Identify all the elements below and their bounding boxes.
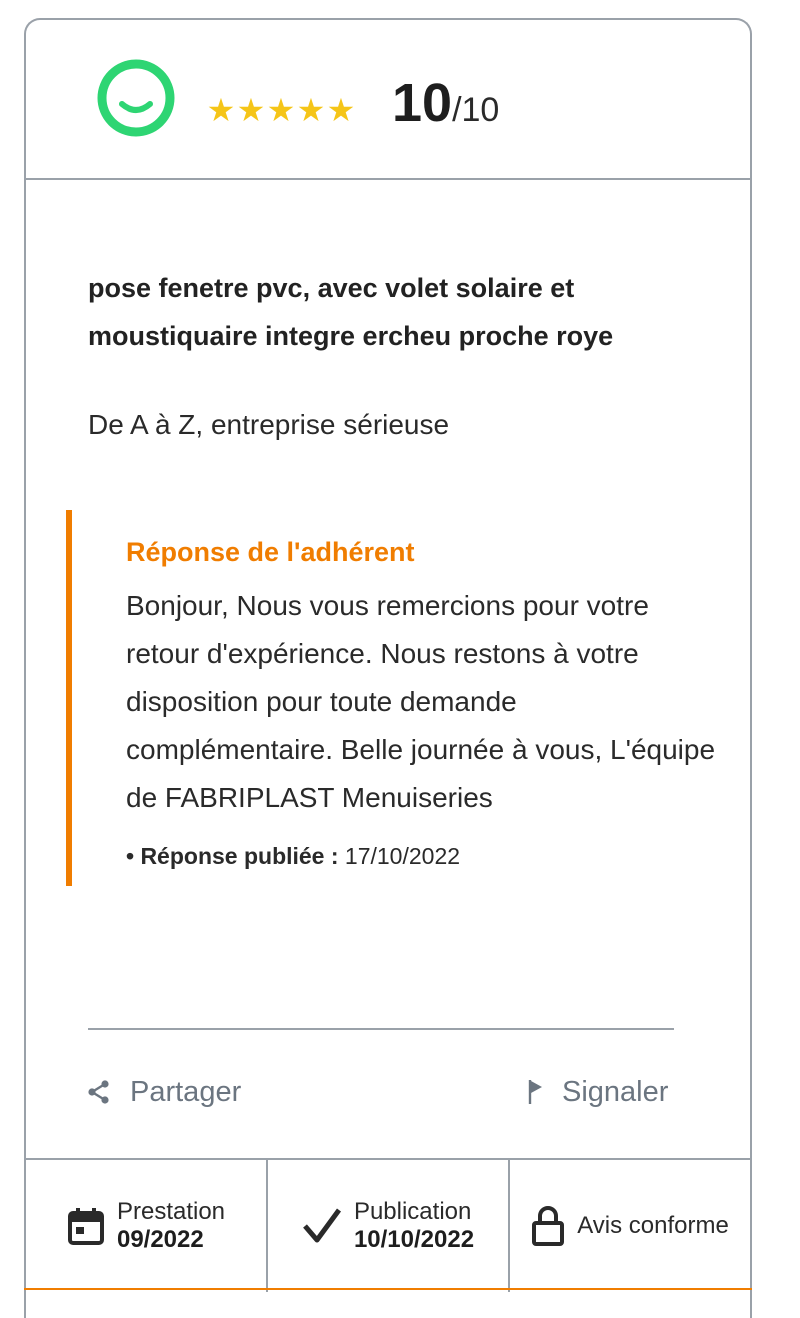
response-title: Réponse de l'adhérent xyxy=(126,537,415,567)
prestation-value: 09/2022 xyxy=(116,1226,204,1253)
publication-cell xyxy=(266,1160,508,1292)
response-text: Bonjour, Nous vous remercions pour votre retour d'expérience. Nous restons à votre disposition pour toute demande complémentaire. Belle journée à vous, L'équipe de FABRIPLAST Menuiseries xyxy=(126,590,716,813)
score-max: /10 xyxy=(452,91,500,129)
response-date-value: 17/10/2022 xyxy=(344,843,461,869)
score-value: 10 xyxy=(392,73,453,133)
publication-label: Publication xyxy=(353,1198,472,1225)
publication-value: 10/10/2022 xyxy=(353,1226,475,1253)
conformity-label: Avis conforme xyxy=(577,1212,729,1239)
conformity-cell xyxy=(508,1160,752,1292)
report-label: Signaler xyxy=(562,1076,669,1108)
rating-header xyxy=(26,20,750,180)
review-text: De A à Z, entreprise sérieuse xyxy=(88,409,450,440)
star-icon: ★ xyxy=(206,92,236,128)
flag-icon xyxy=(528,1078,544,1106)
star-icon: ★ xyxy=(296,92,326,128)
response-date xyxy=(126,840,460,872)
member-response xyxy=(66,510,716,886)
star-icon: ★ xyxy=(266,92,296,128)
star-rating xyxy=(206,90,356,130)
star-icon: ★ xyxy=(236,92,266,128)
share-button[interactable] xyxy=(86,1072,241,1112)
star-icon: ★ xyxy=(326,92,356,128)
share-label: Partager xyxy=(130,1076,242,1108)
review-card xyxy=(24,18,752,1318)
share-icon xyxy=(86,1079,112,1105)
bottom-accent-bar xyxy=(24,1288,752,1290)
smiley-icon xyxy=(96,58,176,138)
checkmark-icon xyxy=(302,1206,342,1246)
score xyxy=(392,68,499,152)
report-button[interactable] xyxy=(528,1072,668,1112)
prestation-cell xyxy=(24,1160,266,1292)
calendar-icon xyxy=(67,1206,105,1246)
response-date-label: • Réponse publiée : xyxy=(126,843,339,869)
lock-icon xyxy=(531,1205,565,1247)
divider xyxy=(88,1028,674,1030)
review-footer xyxy=(24,1158,752,1292)
review-title: pose fenetre pvc, avec volet solaire et moustiquaire integre ercheu proche roye xyxy=(88,273,614,351)
prestation-label: Prestation xyxy=(116,1198,226,1225)
